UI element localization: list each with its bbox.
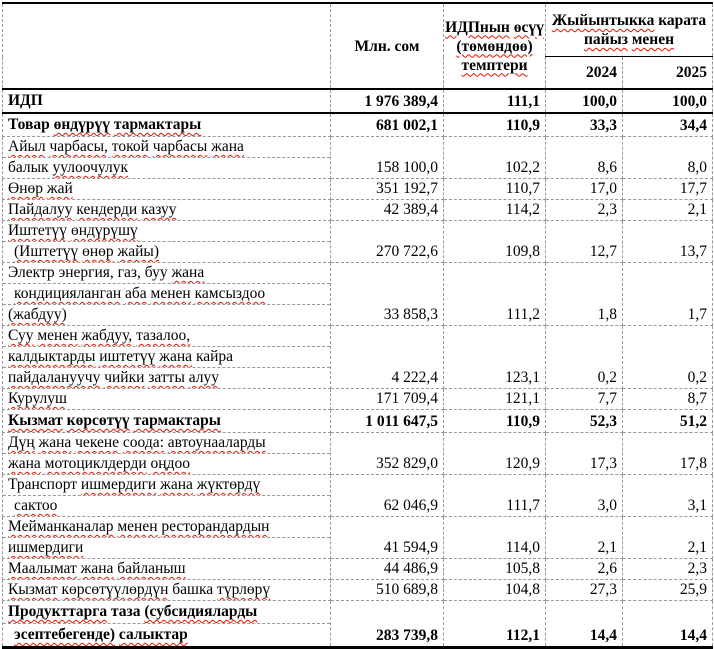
- label-word: камсыздоо: [194, 285, 266, 302]
- row-label: [3, 559, 331, 580]
- label-word: Кызмат: [8, 581, 58, 598]
- label-line: [3, 389, 330, 409]
- table-row: [3, 221, 713, 263]
- value-growth-rate: 104,8: [444, 580, 546, 601]
- label-word: өндүрүшү: [70, 222, 138, 239]
- value-mln-som: 510 689,8: [331, 580, 444, 601]
- value-share-2024: 2,6: [546, 559, 623, 580]
- label-line: [3, 475, 330, 496]
- value-mln-som: 62 046,9: [331, 475, 444, 517]
- value-share-2025: 100,0: [623, 89, 713, 113]
- value-share-2025: 1,7: [623, 263, 713, 326]
- label-word: (субсидияларды: [144, 603, 258, 620]
- label-word: өндүрүү: [53, 116, 111, 133]
- label-word: жана: [80, 560, 114, 577]
- value-share-2024: 14,4: [546, 601, 623, 648]
- label-word: жана: [159, 348, 193, 365]
- value-mln-som: 4 222,4: [331, 326, 444, 389]
- col-header-year-2025: 2025: [623, 57, 713, 90]
- label-word: карата: [658, 12, 707, 29]
- label-word: өнөр: [82, 243, 114, 260]
- table-row: [3, 137, 713, 179]
- col-header-gdp-growth-rate: [444, 3, 546, 89]
- value-growth-rate: 110,9: [444, 113, 546, 137]
- value-share-2024: 8,6: [546, 137, 623, 179]
- label-word: Пайдалуу: [8, 201, 73, 218]
- label-word: жана: [38, 434, 72, 451]
- label-line: [3, 368, 330, 388]
- label-line: [3, 200, 330, 220]
- label-word: кондицияланган: [14, 285, 122, 302]
- value-growth-rate: 110,9: [444, 410, 546, 433]
- value-share-2025: 0,2: [623, 326, 713, 389]
- value-share-2025: 17,8: [623, 433, 713, 475]
- row-label: [3, 475, 331, 517]
- label-word: Дүң: [8, 434, 35, 451]
- value-share-2025: 14,4: [623, 601, 713, 648]
- row-label: [3, 89, 331, 113]
- label-word: сактоо: [14, 497, 58, 514]
- label-word: көрсөтүүлөрдүн: [61, 581, 169, 598]
- table-row: [3, 433, 713, 475]
- value-share-2025: 13,7: [623, 221, 713, 263]
- label-word: жана: [211, 138, 244, 155]
- label-word: ишмердиги: [80, 476, 157, 493]
- label-word: затты: [148, 369, 185, 386]
- label-word: чарбасы: [152, 138, 208, 155]
- label-line: [546, 30, 712, 49]
- label-word: чийки: [104, 369, 145, 386]
- value-growth-rate: 109,8: [444, 221, 546, 263]
- row-label: [3, 433, 331, 475]
- table-row: [3, 410, 713, 433]
- label-word: автоунааларды: [167, 434, 266, 451]
- value-share-2024: 17,3: [546, 433, 623, 475]
- table-row: [3, 517, 713, 559]
- label-word: жана: [171, 264, 205, 281]
- label-word: жайы): [117, 243, 159, 260]
- label-line: [3, 601, 330, 624]
- label-line: [3, 158, 330, 178]
- label-word: уулоочулук: [52, 159, 129, 176]
- value-share-2024: 7,7: [546, 389, 623, 410]
- value-growth-rate: 121,1: [444, 389, 546, 410]
- col-header-mln-som: [331, 3, 444, 89]
- unit-label: Млн. сом: [354, 37, 420, 55]
- value-share-2024: 1,8: [546, 263, 623, 326]
- table-row: [3, 179, 713, 200]
- row-label: [3, 113, 331, 137]
- label-word: газ,: [117, 264, 141, 281]
- label-word: пайдалануучу: [8, 369, 101, 386]
- table-row: [3, 601, 713, 648]
- label-word: Транспорт: [8, 476, 78, 493]
- label-word: менен: [150, 285, 191, 302]
- label-word: алуу: [188, 369, 220, 386]
- label-line: [3, 221, 330, 242]
- value-growth-rate: 111,2: [444, 263, 546, 326]
- label-word: Маалымат: [8, 560, 77, 577]
- label-word: таза: [110, 603, 141, 620]
- label-word: ресторандардын: [161, 518, 270, 535]
- label-word: мотоциклдерди: [44, 455, 147, 472]
- value-mln-som: 283 739,8: [331, 601, 444, 648]
- value-mln-som: 158 100,0: [331, 137, 444, 179]
- label-line: [3, 624, 330, 646]
- label-word: ИДПнын: [445, 18, 510, 36]
- col-header-year-2024: 2024: [546, 57, 623, 90]
- label-word: тазалоо,: [136, 327, 191, 344]
- row-label: [3, 200, 331, 221]
- value-mln-som: 33 858,3: [331, 263, 444, 326]
- value-mln-som: 351 192,7: [331, 179, 444, 200]
- col-header-share-of-total: [546, 3, 713, 57]
- label-word: жана: [8, 455, 41, 472]
- label-word: Курулуш: [8, 390, 67, 407]
- value-share-2024: 27,3: [546, 580, 623, 601]
- label-word: салыктар: [118, 626, 188, 643]
- label-word: түрлөрү: [217, 581, 271, 598]
- table-row: [3, 580, 713, 601]
- label-line: [3, 284, 330, 305]
- label-line: [3, 347, 330, 368]
- value-mln-som: 270 722,6: [331, 221, 444, 263]
- label-line: [3, 326, 330, 347]
- value-growth-rate: 111,7: [444, 475, 546, 517]
- row-label: [3, 389, 331, 410]
- label-word: калдыктарды: [8, 348, 96, 365]
- row-label: [3, 137, 331, 179]
- value-share-2025: 3,1: [623, 475, 713, 517]
- table-row: [3, 200, 713, 221]
- label-word: (төмөндөө): [456, 37, 533, 55]
- value-growth-rate: 114,2: [444, 200, 546, 221]
- label-word: Товар: [8, 116, 50, 133]
- table-row: [3, 113, 713, 137]
- value-mln-som: 1 011 647,5: [331, 410, 444, 433]
- value-share-2025: 17,7: [623, 179, 713, 200]
- label-word: ИДП: [8, 92, 43, 109]
- label-word: жай: [46, 180, 73, 197]
- label-word: Продукттарга: [8, 603, 108, 620]
- label-word: буу: [144, 264, 168, 281]
- label-word: Электр: [8, 264, 55, 281]
- table-row: [3, 559, 713, 580]
- label-word: балык: [8, 159, 49, 176]
- row-label: [3, 221, 331, 263]
- value-mln-som: 171 709,4: [331, 389, 444, 410]
- value-share-2024: 100,0: [546, 89, 623, 113]
- label-line: [3, 242, 330, 262]
- value-mln-som: 42 389,4: [331, 200, 444, 221]
- label-line: [3, 496, 330, 516]
- value-growth-rate: 111,1: [444, 89, 546, 113]
- label-line: [3, 517, 330, 538]
- value-share-2024: 3,0: [546, 475, 623, 517]
- table-row: [3, 89, 713, 113]
- row-label: [3, 601, 331, 648]
- label-word: менен: [37, 327, 78, 344]
- label-word: казуу: [141, 201, 177, 218]
- label-word: темптери: [461, 56, 528, 74]
- value-share-2025: 34,4: [623, 113, 713, 137]
- value-growth-rate: 120,9: [444, 433, 546, 475]
- label-word: Суу: [8, 327, 34, 344]
- label-word: энергия,: [58, 264, 114, 281]
- label-word: эсептебегенде): [14, 626, 116, 643]
- value-mln-som: 352 829,0: [331, 433, 444, 475]
- value-share-2024: 2,1: [546, 517, 623, 559]
- label-word: көрсөтүү: [66, 412, 130, 429]
- label-word: тармактары: [113, 116, 202, 133]
- row-label: [3, 580, 331, 601]
- label-word: ишмердиги: [8, 539, 84, 556]
- label-word: Айыл: [8, 138, 46, 155]
- label-word: өсүү: [513, 18, 544, 36]
- row-label: [3, 326, 331, 389]
- value-share-2024: 33,3: [546, 113, 623, 137]
- value-share-2024: 2,3: [546, 200, 623, 221]
- value-growth-rate: 105,8: [444, 559, 546, 580]
- label-word: менен: [117, 518, 158, 535]
- value-share-2024: 12,7: [546, 221, 623, 263]
- value-growth-rate: 110,7: [444, 179, 546, 200]
- value-mln-som: 44 486,9: [331, 559, 444, 580]
- value-share-2025: 25,9: [623, 580, 713, 601]
- col-header-indicator: [3, 3, 331, 89]
- value-share-2024: 0,2: [546, 326, 623, 389]
- label-word: чекене: [75, 434, 120, 451]
- label-word: башка: [172, 581, 214, 598]
- label-word: кайра: [195, 348, 234, 365]
- label-word: Мейманканалар: [8, 518, 114, 535]
- value-share-2024: 52,3: [546, 410, 623, 433]
- label-word: (жабдуу): [8, 306, 67, 323]
- value-share-2025: 2,1: [623, 200, 713, 221]
- label-word: Жыйынтыкка: [551, 12, 655, 29]
- value-share-2025: 8,0: [623, 137, 713, 179]
- label-word: Кызмат: [8, 412, 63, 429]
- label-word: токой: [111, 138, 149, 155]
- label-line: [3, 263, 330, 284]
- value-growth-rate: 123,1: [444, 326, 546, 389]
- row-label: [3, 517, 331, 559]
- value-growth-rate: 114,0: [444, 517, 546, 559]
- label-line: [3, 90, 330, 112]
- label-word: соода:: [122, 434, 164, 451]
- value-mln-som: 1 976 389,4: [331, 89, 444, 113]
- label-word: оңдоо: [150, 455, 190, 472]
- label-line: [546, 11, 712, 30]
- value-share-2024: 17,0: [546, 179, 623, 200]
- label-word: кендерди: [76, 201, 138, 218]
- label-line: [3, 454, 330, 474]
- label-line: [3, 580, 330, 600]
- value-mln-som: 681 002,1: [331, 113, 444, 137]
- label-line: [444, 56, 545, 75]
- row-label: [3, 179, 331, 200]
- label-word: жүктөрдү: [196, 476, 261, 493]
- table-row: [3, 389, 713, 410]
- label-word: жабдуу,: [81, 327, 133, 344]
- value-share-2025: 2,3: [623, 559, 713, 580]
- label-line: [3, 305, 330, 325]
- value-share-2025: 8,7: [623, 389, 713, 410]
- label-line: [444, 18, 545, 37]
- label-word: (Иштетүү: [14, 243, 79, 260]
- label-line: [444, 37, 545, 56]
- label-word: Иштетүү: [8, 222, 68, 239]
- value-growth-rate: 112,1: [444, 601, 546, 648]
- gdp-sectors-table: [2, 2, 713, 649]
- value-share-2025: 51,2: [623, 410, 713, 433]
- label-line: [3, 410, 330, 432]
- label-line: [3, 179, 330, 199]
- row-label: [3, 410, 331, 433]
- table-row: [3, 475, 713, 517]
- label-line: [3, 559, 330, 579]
- label-word: иштетүү: [99, 348, 156, 365]
- table-row: [3, 326, 713, 389]
- label-line: [3, 433, 330, 454]
- value-mln-som: 41 594,9: [331, 517, 444, 559]
- table-row: [3, 263, 713, 326]
- label-word: Өнөр: [8, 180, 43, 197]
- label-word: жана: [160, 476, 193, 493]
- label-line: [3, 137, 330, 158]
- label-line: [3, 114, 330, 136]
- label-word: чарбасы,: [49, 138, 108, 155]
- label-word: пайыз: [584, 31, 628, 48]
- label-word: байланыш: [117, 560, 186, 577]
- table-header: [3, 3, 713, 89]
- label-word: менен: [631, 31, 675, 48]
- table-body: [3, 89, 713, 648]
- value-growth-rate: 102,2: [444, 137, 546, 179]
- row-label: [3, 263, 331, 326]
- value-share-2025: 2,1: [623, 517, 713, 559]
- label-line: [3, 538, 330, 558]
- label-word: аба: [125, 285, 147, 302]
- label-word: тармактары: [133, 412, 221, 429]
